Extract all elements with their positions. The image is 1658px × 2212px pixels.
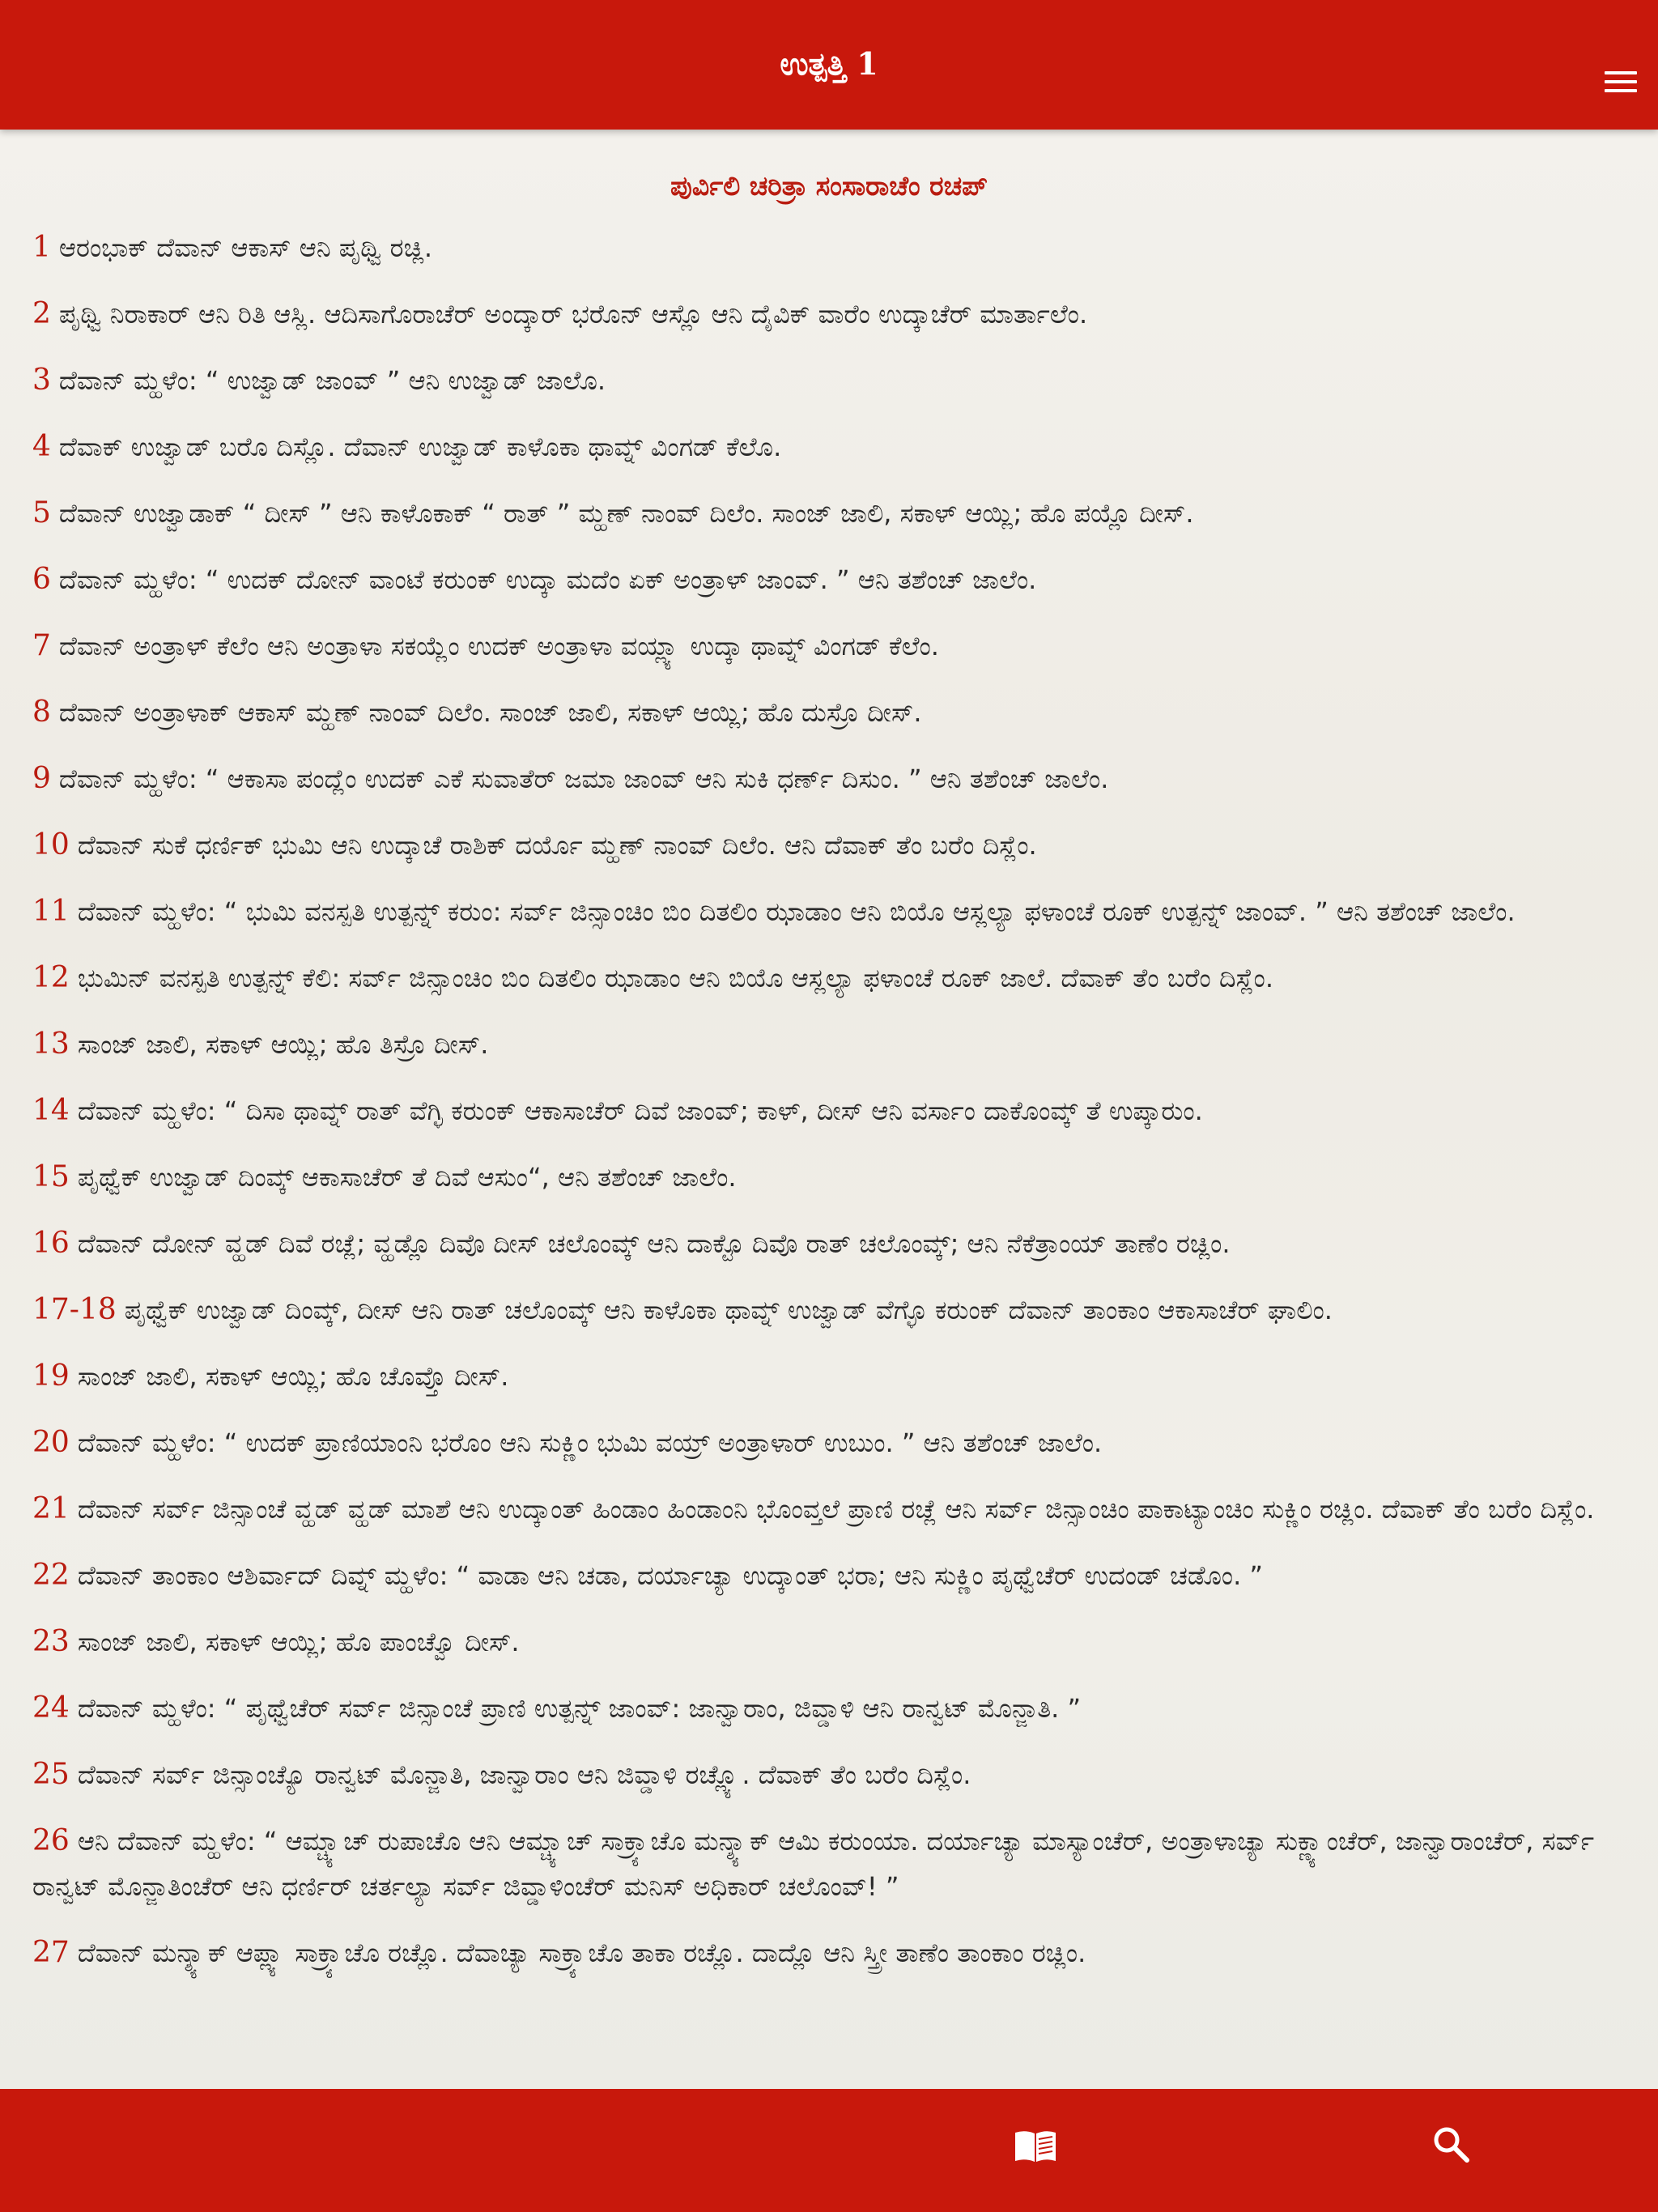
menu-icon-line [1605, 80, 1637, 83]
verse-text: ಸಾಂಜ್ ಜಾಲಿ, ಸಕಾಳ್ ಆಯ್ಲಿ; ಹೊ ಚೊವ್ತೊ ದೀಸ್. [77, 1361, 509, 1392]
verse-number: 7 [32, 629, 51, 662]
verse[interactable] [32, 756, 1627, 802]
chapter-content[interactable] [0, 130, 1658, 2089]
menu-icon[interactable] [1605, 70, 1637, 94]
verse[interactable] [32, 1088, 1627, 1134]
verse-text: ದೆವಾನ್ ಅಂತ್ರಾಳಾಕ್ ಆಕಾಸ್ ಮ್ಹಣ್ ನಾಂವ್ ದಿಲೆಂ. ಸಾಂಜ್ ಜಾಲಿ, ಸಕಾಳ್ ಆಯ್ಲಿ; ಹೊ ದುಸ್ರೊ ದೀಸ್. [58, 697, 922, 728]
verse[interactable] [32, 1022, 1627, 1067]
verse-text: ಪೃಥ್ವೆಕ್ ಉಜ್ವಾಡ್ ದಿಂವ್ಕ್ ಆಕಾಸಾಚೆರ್ ತೆ ದಿವೆ ಆಸುಂ“, ಆನಿ ತಶೆಂಚ್ ಜಾಲೆಂ. [77, 1162, 737, 1193]
verse-text: ದೆವಾನ್ ದೋನ್ ವ್ಹಡ್ ದಿವೆ ರಚ್ಲೆ; ವ್ಹಡ್ಲೊ ದಿವೊ ದೀಸ್ ಚಲೊಂವ್ಕ್ ಆನಿ ದಾಕ್ಟೊ ದಿವೊ ರಾತ್ ಚಲೊಂವ್ಕ್; ಆನಿ ನೆಕೆತ್ರಾಂಯ್ ತಾಣೆಂ ರಚ್ಲಿಂ. [77, 1228, 1231, 1259]
verse[interactable] [32, 424, 1627, 470]
verse-number: 15 [32, 1160, 70, 1193]
verse-text: ದೆವಾನ್ ಅಂತ್ರಾಳ್ ಕೆಲೆಂ ಆನಿ ಅಂತ್ರಾಳಾ ಸಕಯ್ಲೆಂ ಉದಕ್ ಅಂತ್ರಾಳಾ ವಯ್ಲ್ಯಾ ಉದ್ಕಾ ಥಾವ್ನ್ ವಿಂಗಡ್ ಕೆಲೆಂ. [58, 631, 939, 661]
verse-number: 6 [32, 563, 51, 596]
verse[interactable] [32, 1819, 1627, 1909]
verse-number: 4 [32, 430, 51, 463]
top-app-bar [0, 0, 1658, 130]
bottom-nav-bar [0, 2089, 1658, 2212]
verse[interactable] [32, 358, 1627, 403]
verse[interactable] [32, 1553, 1627, 1598]
verse[interactable] [32, 623, 1627, 669]
verse[interactable] [32, 225, 1627, 270]
verse-number: 12 [32, 961, 70, 994]
verse[interactable] [32, 491, 1627, 536]
verse-number: 3 [32, 364, 51, 397]
verse[interactable] [32, 1487, 1627, 1532]
verse-text: ದೆವಾನ್ ಮ್ಹಳೆಂ: “ ಉದಕ್ ದೋನ್ ವಾಂಟೆ ಕರುಂಕ್ ಉದ್ಕಾ ಮದೆಂ ಏಕ್ ಅಂತ್ರಾಳ್ ಜಾಂವ್. ” ಆನಿ ತಶೆಂಚ್ ಜಾಲೆಂ. [58, 564, 1037, 595]
verse-text: ಆನಿ ದೆವಾನ್ ಮ್ಹಳೆಂ: “ ಆಮ್ಚ್ಯಾಚ್ ರುಪಾಚೊ ಆನಿ ಆಮ್ಚ್ಯಾಚ್ ಸಾಕ್ರ್ಯಾಚೊ ಮನ್ಶ್ಯಾಕ್ ಆಮಿ ಕರುಂಯಾ. ದರ್ಯಾಚ್ಯಾ ಮಾಸ್ಯಾಂಚೆರ್, ಅಂತ್ರಾಳಾಚ್ಯಾ ಸುಕ್ಣ್ಯಾಂಚೆರ್, ಜಾನ್ವಾರಾಂಚೆರ್, ಸರ್ವ್ ರಾನ್ವಟ್ ಮೊನ್ಜಾತಿಂಚೆರ್ ಆನಿ ಧರ್ಣಿರ್ ಚರ್ತಲ್ಯಾ ಸರ್ವ್ ಜಿವ್ಡಾಳಿಂಚೆರ್ ಮನಿಸ್ ಅಧಿಕಾರ್ ಚಲೊಂವ್! ” [32, 1826, 1595, 1902]
verse-number: 1 [32, 231, 51, 264]
verse-number: 24 [32, 1691, 70, 1725]
verse[interactable] [32, 1420, 1627, 1465]
menu-icon-line [1605, 89, 1637, 92]
verse-text: ಆರಂಭಾಕ್ ದೆವಾನ್ ಆಕಾಸ್ ಆನಿ ಪೃಥ್ವಿ ರಚ್ಲಿ. [58, 232, 433, 263]
verse[interactable] [32, 1221, 1627, 1266]
verse-text: ದೆವಾನ್ ಮ್ಹಳೆಂ: “ ಉಜ್ವಾಡ್ ಜಾಂವ್ ” ಆನಿ ಉಜ್ವಾಡ್ ಜಾಲೊ. [58, 365, 606, 396]
verse-number: 21 [32, 1492, 70, 1525]
verse[interactable] [32, 1686, 1627, 1731]
verse-list [32, 225, 1627, 1997]
verse-text: ದೆವಾನ್ ಸರ್ವ್ ಜಿನ್ಸಾಂಚ್ಯೊ ರಾನ್ವಟ್ ಮೊನ್ಜಾತಿ, ಜಾನ್ವಾರಾಂ ಆನಿ ಜಿವ್ಡಾಳಿ ರಚ್ಲ್ಯೊ. ದೆವಾಕ್ ತೆಂ ಬರೆಂ ದಿಸ್ಲೆಂ. [77, 1759, 971, 1790]
verse-text: ಸಾಂಜ್ ಜಾಲಿ, ಸಕಾಳ್ ಆಯ್ಲಿ; ಹೊ ಪಾಂಚ್ವೊ ದೀಸ್. [77, 1627, 520, 1657]
verse-number: 13 [32, 1027, 70, 1061]
verse[interactable] [32, 889, 1627, 934]
verse-text: ದೆವಾನ್ ಸುಕೆ ಧರ್ಣಿಕ್ ಭುಮಿ ಆನಿ ಉದ್ಕಾಚೆ ರಾಶಿಕ್ ದರ್ಯೊ ಮ್ಹಣ್ ನಾಂವ್ ದಿಲೆಂ. ಆನಿ ದೆವಾಕ್ ತೆಂ ಬರೆಂ ದಿಸ್ಲೆಂ. [77, 830, 1037, 861]
verse-number: 27 [32, 1936, 70, 1969]
verse-number: 25 [32, 1758, 70, 1791]
verse-text: ದೆವಾನ್ ಮನ್ಶ್ಯಾಕ್ ಆಪ್ಲ್ಯಾ ಸಾಕ್ರ್ಯಾಚೊ ರಚ್ಲೊ. ದೆವಾಚ್ಯಾ ಸಾಕ್ರ್ಯಾಚೊ ತಾಕಾ ರಚ್ಲೊ. ದಾದ್ಲೊ ಆನಿ ಸ್ತ್ರೀ ತಾಣೆಂ ತಾಂಕಾಂ ರಚ್ಲಿಂ. [77, 1938, 1086, 1968]
verse-text: ದೆವಾನ್ ಮ್ಹಳೆಂ: “ ಭುಮಿ ವನಸ್ಪತಿ ಉತ್ಪನ್ನ್ ಕರುಂ: ಸರ್ವ್ ಜಿನ್ಸಾಂಚಿಂ ಬಿಂ ದಿತಲಿಂ ಝಾಡಾಂ ಆನಿ ಬಿಯೊ ಆಸ್ಲಲ್ಯಾ ಫಳಾಂಚೆ ರೂಕ್ ಉತ್ಪನ್ನ್ ಜಾಂವ್. ” ಆನಿ ತಶೆಂಚ್ ಜಾಲೆಂ. [77, 896, 1516, 927]
page-title[interactable]: ಉತ್ಪತ್ತಿ 1 [780, 45, 878, 82]
verse-text: ದೆವಾನ್ ಮ್ಹಳೆಂ: “ ಉದಕ್ ಪ್ರಾಣಿಯಾಂನಿ ಭರೊಂ ಆನಿ ಸುಕ್ಣಿಂ ಭುಮಿ ವಯ್ರ್ ಅಂತ್ರಾಳಾರ್ ಉಬುಂ. ” ಆನಿ ತಶೆಂಚ್ ಜಾಲೆಂ. [77, 1427, 1103, 1458]
verse[interactable] [32, 1619, 1627, 1665]
verse-number: 20 [32, 1426, 70, 1459]
book-icon[interactable] [1014, 2128, 1057, 2163]
verse-number: 26 [32, 1824, 70, 1857]
verse[interactable] [32, 690, 1627, 735]
verse[interactable] [32, 1930, 1627, 1976]
menu-icon-line [1605, 71, 1637, 74]
verse[interactable] [32, 291, 1627, 337]
verse[interactable] [32, 1752, 1627, 1797]
verse-text: ಪೃಥ್ವಿ ನಿರಾಕಾರ್ ಆನಿ ರಿತಿ ಆಸ್ಲಿ. ಆದಿಸಾಗೊರಾಚೆರ್ ಅಂದ್ಕಾರ್ ಭರೊನ್ ಆಸ್ಲೊ ಆನಿ ದೈವಿಕ್ ವಾರೆಂ ಉದ್ಕಾಚೆರ್ ಮಾರ್ತಾಲೆಂ. [58, 299, 1088, 330]
verse-number: 9 [32, 762, 51, 795]
verse[interactable] [32, 1155, 1627, 1200]
verse-number: 17-18 [32, 1293, 117, 1326]
verse-number: 14 [32, 1094, 70, 1127]
verse-number: 19 [32, 1359, 70, 1393]
section-heading: ಪುರ್ವಿಲಿ ಚರಿತ್ರಾ ಸಂಸಾರಾಚೆಂ ರಚಪ್ [670, 170, 988, 202]
verse[interactable] [32, 557, 1627, 602]
verse-number: 10 [32, 828, 70, 861]
verse-text: ಪೃಥ್ವೆಕ್ ಉಜ್ವಾಡ್ ದಿಂವ್ಕ್, ದೀಸ್ ಆನಿ ರಾತ್ ಚಲೊಂವ್ಕ್ ಆನಿ ಕಾಳೊಕಾ ಥಾವ್ನ್ ಉಜ್ವಾಡ್ ವೆಗ್ಳೊ ಕರುಂಕ್ ದೆವಾನ್ ತಾಂಕಾಂ ಆಕಾಸಾಚೆರ್ ಘಾಲಿಂ. [124, 1295, 1333, 1325]
verse-text: ದೆವಾನ್ ತಾಂಕಾಂ ಆಶಿರ್ವಾದ್ ದಿವ್ನ್ ಮ್ಹಳೆಂ: “ ವಾಡಾ ಆನಿ ಚಡಾ, ದರ್ಯಾಚ್ಯಾ ಉದ್ಕಾಂತ್ ಭರಾ; ಆನಿ ಸುಕ್ಣಿಂ ಪೃಥ್ವೆಚೆರ್ ಉದಂಡ್ ಚಡೊಂ. ” [77, 1560, 1263, 1591]
verse-text: ಭುಮಿನ್ ವನಸ್ಪತಿ ಉತ್ಪನ್ನ್ ಕೆಲಿ: ಸರ್ವ್ ಜಿನ್ಸಾಂಚಿಂ ಬಿಂ ದಿತಲಿಂ ಝಾಡಾಂ ಆನಿ ಬಿಯೊ ಆಸ್ಲಲ್ಯಾ ಫಳಾಂಚೆ ರೂಕ್ ಜಾಲೆ. ದೆವಾಕ್ ತೆಂ ಬರೆಂ ದಿಸ್ಲೆಂ. [77, 963, 1274, 993]
verse-number: 23 [32, 1625, 70, 1658]
verse[interactable] [32, 1287, 1627, 1333]
search-icon[interactable] [1431, 2125, 1470, 2163]
verse-number: 2 [32, 297, 51, 330]
verse-number: 11 [32, 895, 70, 928]
verse-text: ದೆವಾಕ್ ಉಜ್ವಾಡ್ ಬರೊ ದಿಸ್ಲೊ. ದೆವಾನ್ ಉಜ್ವಾಡ್ ಕಾಳೊಕಾ ಥಾವ್ನ್ ವಿಂಗಡ್ ಕೆಲೊ. [58, 432, 782, 462]
verse-text: ದೆವಾನ್ ಮ್ಹಳೆಂ: “ ಪೃಥ್ವೆಚೆರ್ ಸರ್ವ್ ಜಿನ್ಸಾಂಚೆ ಪ್ರಾಣಿ ಉತ್ಪನ್ನ್ ಜಾಂವ್: ಜಾನ್ವಾರಾಂ, ಜಿವ್ಡಾಳಿ ಆನಿ ರಾನ್ವಟ್ ಮೊನ್ಜಾತಿ. ” [77, 1693, 1082, 1724]
verse-number: 5 [32, 496, 51, 530]
verse-text: ದೆವಾನ್ ಸರ್ವ್ ಜಿನ್ಸಾಂಚೆ ವ್ಹಡ್ ವ್ಹಡ್ ಮಾಶೆ ಆನಿ ಉದ್ಕಾಂತ್ ಹಿಂಡಾಂ ಹಿಂಡಾಂನಿ ಭೊಂವ್ತಲೆ ಪ್ರಾಣಿ ರಚ್ಲೆ ಆನಿ ಸರ್ವ್ ಜಿನ್ಸಾಂಚಿಂ ಪಾಕಾಟ್ಯಾಂಚಿಂ ಸುಕ್ಣಿಂ ರಚ್ಲಿಂ. ದೆವಾಕ್ ತೆಂ ಬರೆಂ ದಿಸ್ಲೆಂ. [77, 1494, 1595, 1525]
verse-number: 8 [32, 696, 51, 729]
verse-text: ಸಾಂಜ್ ಜಾಲಿ, ಸಕಾಳ್ ಆಯ್ಲಿ; ಹೊ ತಿಸ್ರೊ ದೀಸ್. [77, 1029, 489, 1060]
verse-text: ದೆವಾನ್ ಉಜ್ವಾಡಾಕ್ “ ದೀಸ್ ” ಆನಿ ಕಾಳೊಕಾಕ್ “ ರಾತ್ ” ಮ್ಹಣ್ ನಾಂವ್ ದಿಲೆಂ. ಸಾಂಜ್ ಜಾಲಿ, ಸಕಾಳ್ ಆಯ್ಲಿ; ಹೊ ಪಯ್ಲೊ ದೀಸ್. [58, 498, 1194, 529]
verse[interactable] [32, 1354, 1627, 1399]
verse-text: ದೆವಾನ್ ಮ್ಹಳೆಂ: “ ದಿಸಾ ಥಾವ್ನ್ ರಾತ್ ವೆಗ್ಳಿ ಕರುಂಕ್ ಆಕಾಸಾಚೆರ್ ದಿವೆ ಜಾಂವ್; ಕಾಳ್, ದೀಸ್ ಆನಿ ವರ್ಸಾಂ ದಾಕೊಂವ್ಕ್ ತೆ ಉಪ್ಕಾರುಂ. [77, 1095, 1203, 1126]
verse-number: 16 [32, 1227, 70, 1260]
verse-text: ದೆವಾನ್ ಮ್ಹಳೆಂ: “ ಆಕಾಸಾ ಪಂದ್ಲೆಂ ಉದಕ್ ಎಕೆ ಸುವಾತೆರ್ ಜಮಾ ಜಾಂವ್ ಆನಿ ಸುಕಿ ಧರ್ಣ್ ದಿಸುಂ. ” ಆನಿ ತಶೆಂಚ್ ಜಾಲೆಂ. [58, 764, 1109, 794]
verse[interactable] [32, 955, 1627, 1001]
verse[interactable] [32, 823, 1627, 868]
verse-number: 22 [32, 1559, 70, 1592]
